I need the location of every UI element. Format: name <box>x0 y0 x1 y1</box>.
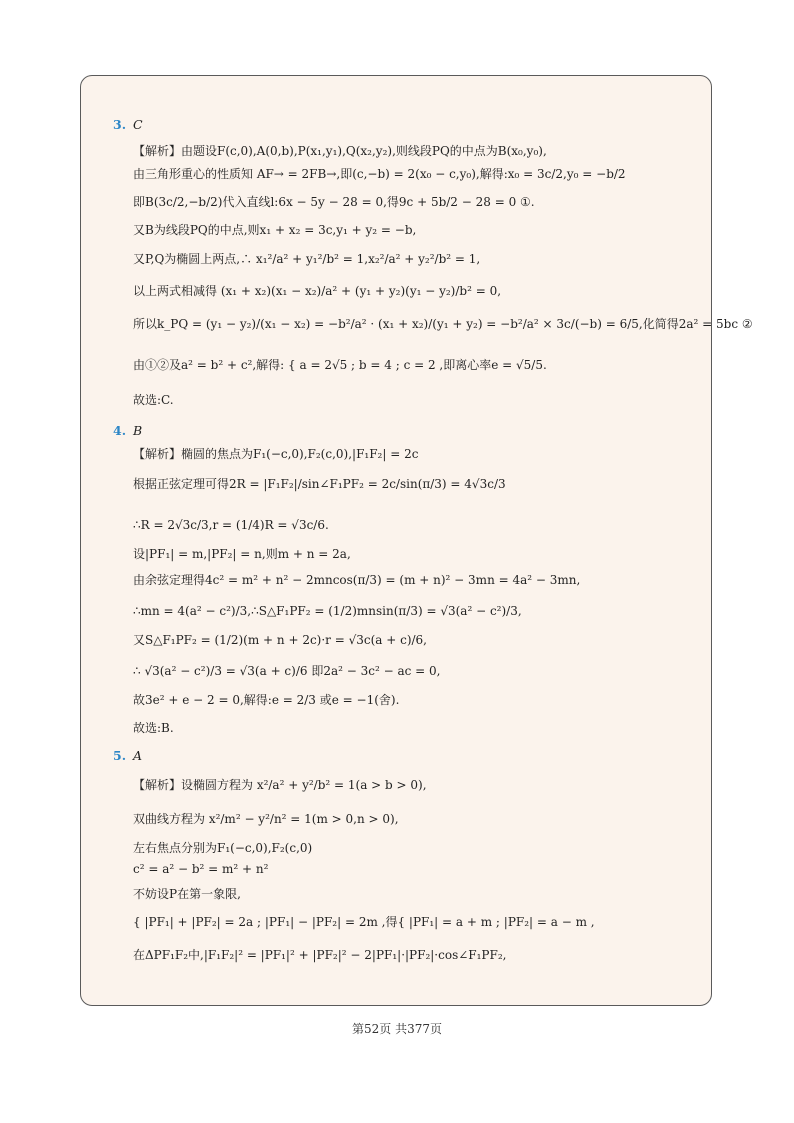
solution-line: 不妨设P在第一象限, <box>133 887 241 901</box>
solution-line: 由①②及a² = b² + c²,解得: { a = 2√5 ; b = 4 ; c = 2 ,即离心率e = √5/5. <box>133 358 547 372</box>
solution-line: ∴mn = 4(a² − c²)/3,∴S△F₁PF₂ = (1/2)mnsin(π/3) = √3(a² − c²)/3, <box>133 604 522 618</box>
solution-line: 由三角形重心的性质知 AF→ = 2FB→,即(c,−b) = 2(x₀ − c,y₀),解得:x₀ = 3c/2,y₀ = −b/2 <box>133 167 626 181</box>
solution-line: 【解析】由题设F(c,0),A(0,b),P(x₁,y₁),Q(x₂,y₂),则线段PQ的中点为B(x₀,y₀), <box>133 144 547 158</box>
solution-line: 以上两式相减得 (x₁ + x₂)(x₁ − x₂)/a² + (y₁ + y₂)(y₁ − y₂)/b² = 0, <box>133 284 502 298</box>
solution-line: 在ΔPF₁F₂中,|F₁F₂|² = |PF₁|² + |PF₂|² − 2|PF₁|·|PF₂|·cos∠F₁PF₂, <box>133 948 507 962</box>
question-number: 5. <box>113 748 127 763</box>
solution-line: 由余弦定理得4c² = m² + n² − 2mncos(π/3) = (m + n)² − 3mn = 4a² − 3mn, <box>133 573 581 587</box>
solution-line: 又S△F₁PF₂ = (1/2)(m + n + 2c)·r = √3c(a + c)/6, <box>133 633 428 647</box>
question-number: 4. <box>113 423 127 438</box>
solution-line: 故选:B. <box>133 721 174 735</box>
solution-line: ∴ √3(a² − c²)/3 = √3(a + c)/6 即2a² − 3c² − ac = 0, <box>133 664 441 678</box>
question-number: 3. <box>113 117 127 132</box>
solution-line: 又P,Q为椭圆上两点,∴ x₁²/a² + y₁²/b² = 1,x₂²/a² + y₂²/b² = 1, <box>133 252 481 266</box>
solution-line: 故选:C. <box>133 393 174 407</box>
solution-line: c² = a² − b² = m² + n² <box>133 862 269 876</box>
solution-line: { |PF₁| + |PF₂| = 2a ; |PF₁| − |PF₂| = 2m ,得{ |PF₁| = a + m ; |PF₂| = a − m , <box>133 915 595 929</box>
solution-line: 又B为线段PQ的中点,则x₁ + x₂ = 3c,y₁ + y₂ = −b, <box>133 223 417 237</box>
solution-line: 所以k_PQ = (y₁ − y₂)/(x₁ − x₂) = −b²/a² · (x₁ + x₂)/(y₁ + y₂) = −b²/a² × 3c/(−b) = 6/5,化简得2a² = 5bc ② <box>133 317 753 331</box>
solution-line: 【解析】设椭圆方程为 x²/a² + y²/b² = 1(a > b > 0), <box>133 778 427 792</box>
page-footer: 第52页 共377页 <box>352 1022 442 1036</box>
answer-letter: A <box>133 748 143 763</box>
solution-line: 即B(3c/2,−b/2)代入直线l:6x − 5y − 28 = 0,得9c + 5b/2 − 28 = 0 ①. <box>133 195 535 209</box>
solution-line: 【解析】椭圆的焦点为F₁(−c,0),F₂(c,0),|F₁F₂| = 2c <box>133 447 419 461</box>
solution-line: 故3e² + e − 2 = 0,解得:e = 2/3 或e = −1(舍). <box>133 693 400 707</box>
answer-letter: B <box>133 423 143 438</box>
solution-line: 根据正弦定理可得2R = |F₁F₂|/sin∠F₁PF₂ = 2c/sin(π/3) = 4√3c/3 <box>133 477 506 491</box>
solution-line: ∴R = 2√3c/3,r = (1/4)R = √3c/6. <box>133 518 329 532</box>
solution-line: 设|PF₁| = m,|PF₂| = n,则m + n = 2a, <box>133 547 351 561</box>
solution-line: 双曲线方程为 x²/m² − y²/n² = 1(m > 0,n > 0), <box>133 812 399 826</box>
solution-line: 左右焦点分别为F₁(−c,0),F₂(c,0) <box>133 841 313 855</box>
answer-letter: C <box>133 117 143 132</box>
